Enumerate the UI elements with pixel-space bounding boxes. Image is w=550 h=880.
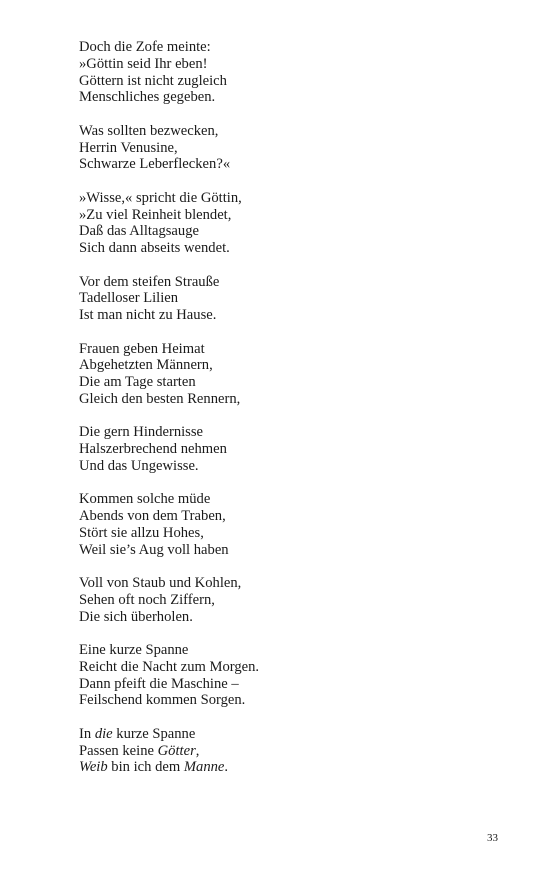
poem-line bbox=[79, 391, 519, 408]
stanza bbox=[79, 190, 519, 257]
stanza bbox=[79, 424, 519, 474]
poem-line bbox=[79, 123, 519, 140]
line-text: Göttern ist nicht zugleich bbox=[79, 72, 227, 89]
italic-text: Manne bbox=[183, 759, 225, 776]
line-text: Reicht die Nacht zum Morgen. bbox=[79, 658, 260, 675]
line-text: Abends von dem Traben, bbox=[79, 508, 226, 525]
line-text: Was sollten bezwecken, bbox=[79, 122, 219, 139]
line-text: Passen keine bbox=[79, 742, 158, 759]
stanza bbox=[79, 726, 519, 776]
line-text: Frauen geben Heimat bbox=[79, 340, 205, 357]
poem-line bbox=[79, 73, 519, 90]
poem-line bbox=[79, 743, 519, 760]
line-text: Feilschend kommen Sorgen. bbox=[79, 692, 246, 709]
poem-line bbox=[79, 39, 519, 56]
line-text: Daß das Alltagsauge bbox=[79, 223, 199, 240]
poem-line bbox=[79, 441, 519, 458]
poem-line bbox=[79, 759, 519, 776]
line-text: Die am Tage starten bbox=[79, 374, 196, 391]
poem-line bbox=[79, 642, 519, 659]
poem-line bbox=[79, 676, 519, 693]
poem-line bbox=[79, 575, 519, 592]
line-text: Eine kurze Spanne bbox=[79, 642, 189, 659]
line-text: Schwarze Leberflecken?« bbox=[79, 156, 231, 173]
poem-line bbox=[79, 692, 519, 709]
stanza bbox=[79, 642, 519, 709]
line-text: Ist man nicht zu Hause. bbox=[79, 307, 217, 324]
italic-text: Götter bbox=[157, 742, 196, 759]
line-text: bin ich dem bbox=[107, 759, 184, 776]
poem-line bbox=[79, 609, 519, 626]
line-text: Sich dann abseits wendet. bbox=[79, 240, 230, 257]
line-text: Herrin Venusine, bbox=[79, 139, 178, 156]
poem-line bbox=[79, 508, 519, 525]
stanza bbox=[79, 39, 519, 106]
line-text: Abgehetzten Männern, bbox=[79, 357, 213, 374]
poem-line bbox=[79, 56, 519, 73]
poem-line bbox=[79, 223, 519, 240]
stanza bbox=[79, 341, 519, 408]
line-text: Stört sie allzu Hohes, bbox=[79, 524, 204, 541]
line-text: Gleich den besten Rennern, bbox=[79, 390, 241, 407]
poem-line bbox=[79, 207, 519, 224]
line-text: . bbox=[224, 759, 229, 776]
line-text: Doch die Zofe meinte: bbox=[79, 39, 211, 55]
poem-line bbox=[79, 341, 519, 358]
stanza bbox=[79, 123, 519, 173]
poem-line bbox=[79, 240, 519, 257]
line-text: , bbox=[195, 742, 200, 759]
line-text: kurze Spanne bbox=[112, 725, 196, 742]
stanza bbox=[79, 274, 519, 324]
line-text: In bbox=[79, 725, 95, 742]
poem-line bbox=[79, 592, 519, 609]
line-text: Menschliches gegeben. bbox=[79, 89, 216, 106]
poem-line bbox=[79, 290, 519, 307]
poem-line bbox=[79, 525, 519, 542]
line-text: Halszerbrechend nehmen bbox=[79, 441, 227, 458]
line-text: Vor dem steifen Strauße bbox=[79, 273, 220, 290]
poem-line bbox=[79, 274, 519, 291]
poem-text bbox=[79, 39, 519, 793]
stanza bbox=[79, 491, 519, 558]
poem-line bbox=[79, 140, 519, 157]
poem-line bbox=[79, 190, 519, 207]
poem-line bbox=[79, 357, 519, 374]
line-text: Sehen oft noch Ziffern, bbox=[79, 591, 215, 608]
line-text: Die gern Hindernisse bbox=[79, 424, 204, 441]
poem-line bbox=[79, 491, 519, 508]
line-text: Die sich überholen. bbox=[79, 608, 193, 625]
poem-line bbox=[79, 659, 519, 676]
poem-line bbox=[79, 374, 519, 391]
poem-line bbox=[79, 89, 519, 106]
line-text: Dann pfeift die Maschine – bbox=[79, 675, 239, 692]
italic-text: Weib bbox=[79, 759, 108, 776]
stanza bbox=[79, 575, 519, 625]
poem-line bbox=[79, 726, 519, 743]
line-text: Weil sie’s Aug voll haben bbox=[79, 541, 229, 558]
line-text: »Wisse,« spricht die Göttin, bbox=[79, 189, 242, 206]
poem-line bbox=[79, 542, 519, 559]
poem-line bbox=[79, 307, 519, 324]
poem-line bbox=[79, 424, 519, 441]
line-text: Und das Ungewisse. bbox=[79, 457, 199, 474]
line-text: Tadelloser Lilien bbox=[79, 290, 179, 307]
line-text: Voll von Staub und Kohlen, bbox=[79, 575, 242, 592]
line-text: »Göttin seid Ihr eben! bbox=[79, 55, 208, 72]
poem-line bbox=[79, 156, 519, 173]
line-text: »Zu viel Reinheit blendet, bbox=[79, 206, 232, 223]
line-text: Kommen solche müde bbox=[79, 491, 211, 508]
poem-line bbox=[79, 458, 519, 475]
italic-text: die bbox=[94, 725, 113, 742]
page-number: 33 bbox=[487, 832, 498, 844]
